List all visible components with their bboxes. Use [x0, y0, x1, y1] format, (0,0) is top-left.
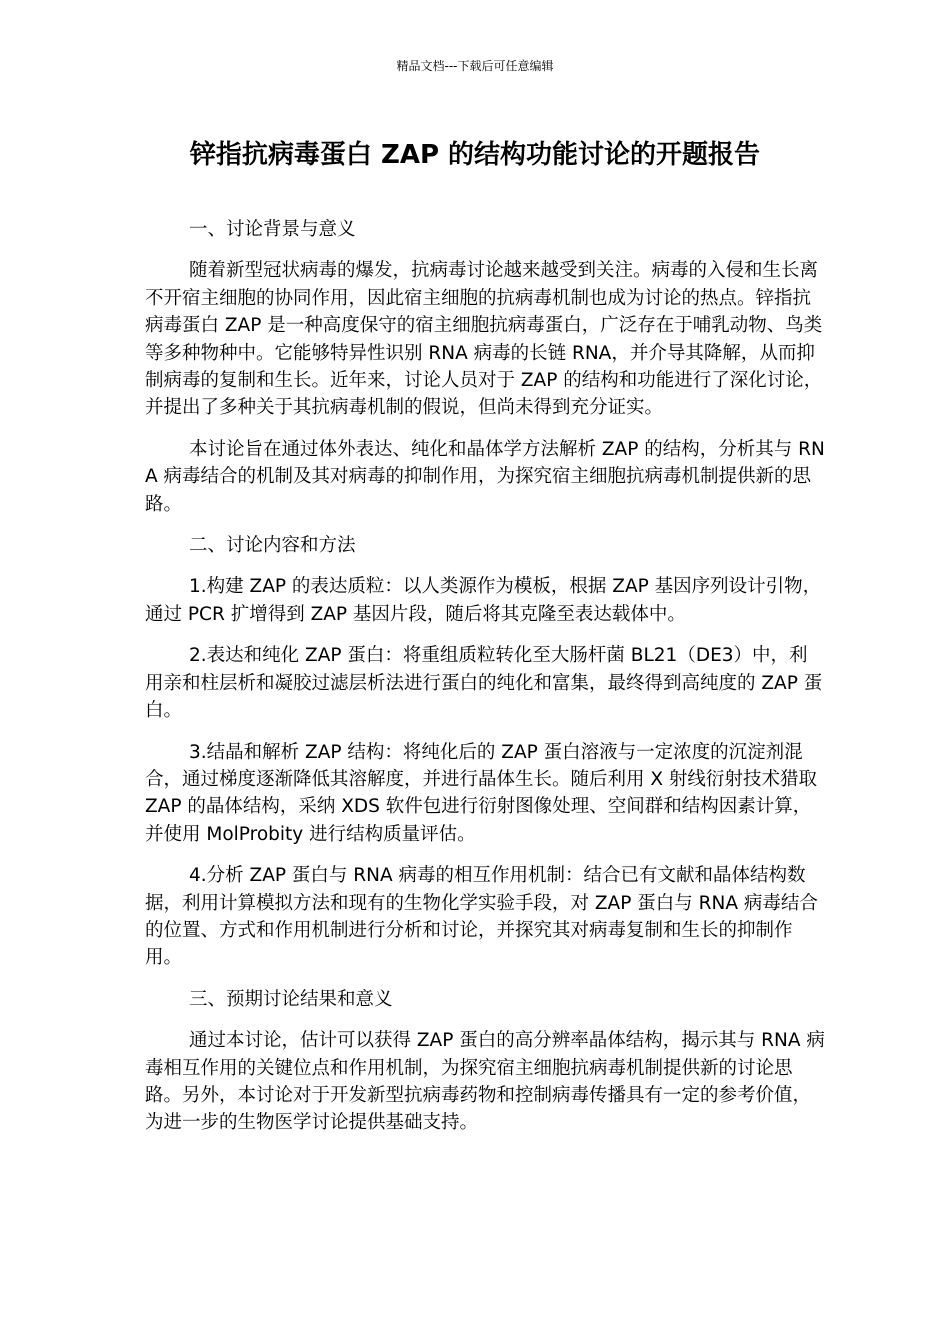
section-heading-background: 一、讨论背景与意义 [189, 219, 356, 240]
document-title: 锌指抗病毒蛋白 ZAP 的结构功能讨论的开题报告 [189, 140, 761, 170]
paragraph-method-4: 4.分析 ZAP 蛋白与 RNA 病毒的相互作用机制：结合已有文献和晶体结构数据，利用计算模拟方法和现有的生物化学实验手段，对 ZAP 蛋白与 RNA 病毒结合的位置、方式和作用机制进行分析和讨论，并探究其对病毒复制和生长的抑制作用。 [145, 865, 818, 969]
paragraph-method-2: 2.表达和纯化 ZAP 蛋白：将重组质粒转化至大肠杆菌 BL21（DE3）中，利用亲和柱层析和凝胶过滤层析法进行蛋白的纯化和富集，最终得到高纯度的 ZAP 蛋白。 [145, 645, 823, 722]
paragraph-expected-results: 通过本讨论，估计可以获得 ZAP 蛋白的高分辨率晶体结构，揭示其与 RNA 病毒相互作用的关键位点和作用机制，为探究宿主细胞抗病毒机制提供新的讨论思路。另外，本讨论对于开发新型抗病毒药物和控制病毒传播具有一定的参考价值，为进一步的生物医学讨论提供基础支持。 [145, 1030, 825, 1134]
header-note: 精品文档---下载后可任意编辑 [396, 59, 554, 73]
document-body [145, 216, 825, 1151]
paragraph-background-2: 本讨论旨在通过体外表达、纯化和晶体学方法解析 ZAP 的结构，分析其与 RNA 病毒结合的机制及其对病毒的抑制作用，为探究宿主细胞抗病毒机制提供新的思路。 [145, 438, 825, 515]
section-heading-expected-results: 三、预期讨论结果和意义 [189, 988, 393, 1010]
section-heading-methods: 二、讨论内容和方法 [189, 535, 356, 557]
paragraph-method-3: 3.结晶和解析 ZAP 结构：将纯化后的 ZAP 蛋白溶液与一定浓度的沉淀剂混合，通过梯度逐渐降低其溶解度，并进行晶体生长。随后利用 X 射线衍射技术猎取 ZAP 的晶体结构，采纳 XDS 软件包进行衍射图像处理、空间群和结构因素计算，并使用 MolProbity 进行结构质量评估。 [145, 741, 817, 845]
paragraph-background-1: 随着新型冠状病毒的爆发，抗病毒讨论越来越受到关注。病毒的入侵和生长离不开宿主细胞的协同作用，因此宿主细胞的抗病毒机制也成为讨论的热点。锌指抗病毒蛋白 ZAP 是一种高度保守的宿主细胞抗病毒蛋白，广泛存在于哺乳动物、鸟类等多种物种中。它能够特异性识别 RNA 病毒的长链 RNA，并介导其降解，从而抑制病毒的复制和生长。近年来，讨论人员对于 ZAP 的结构和功能进行了深化讨论，并提出了多种关于其抗病毒机制的假说，但尚未得到充分证实。 [145, 260, 823, 419]
paragraph-method-1: 1.构建 ZAP 的表达质粒：以人类源作为模板，根据 ZAP 基因序列设计引物，通过 PCR 扩增得到 ZAP 基因片段，随后将其克隆至表达载体中。 [145, 576, 822, 625]
